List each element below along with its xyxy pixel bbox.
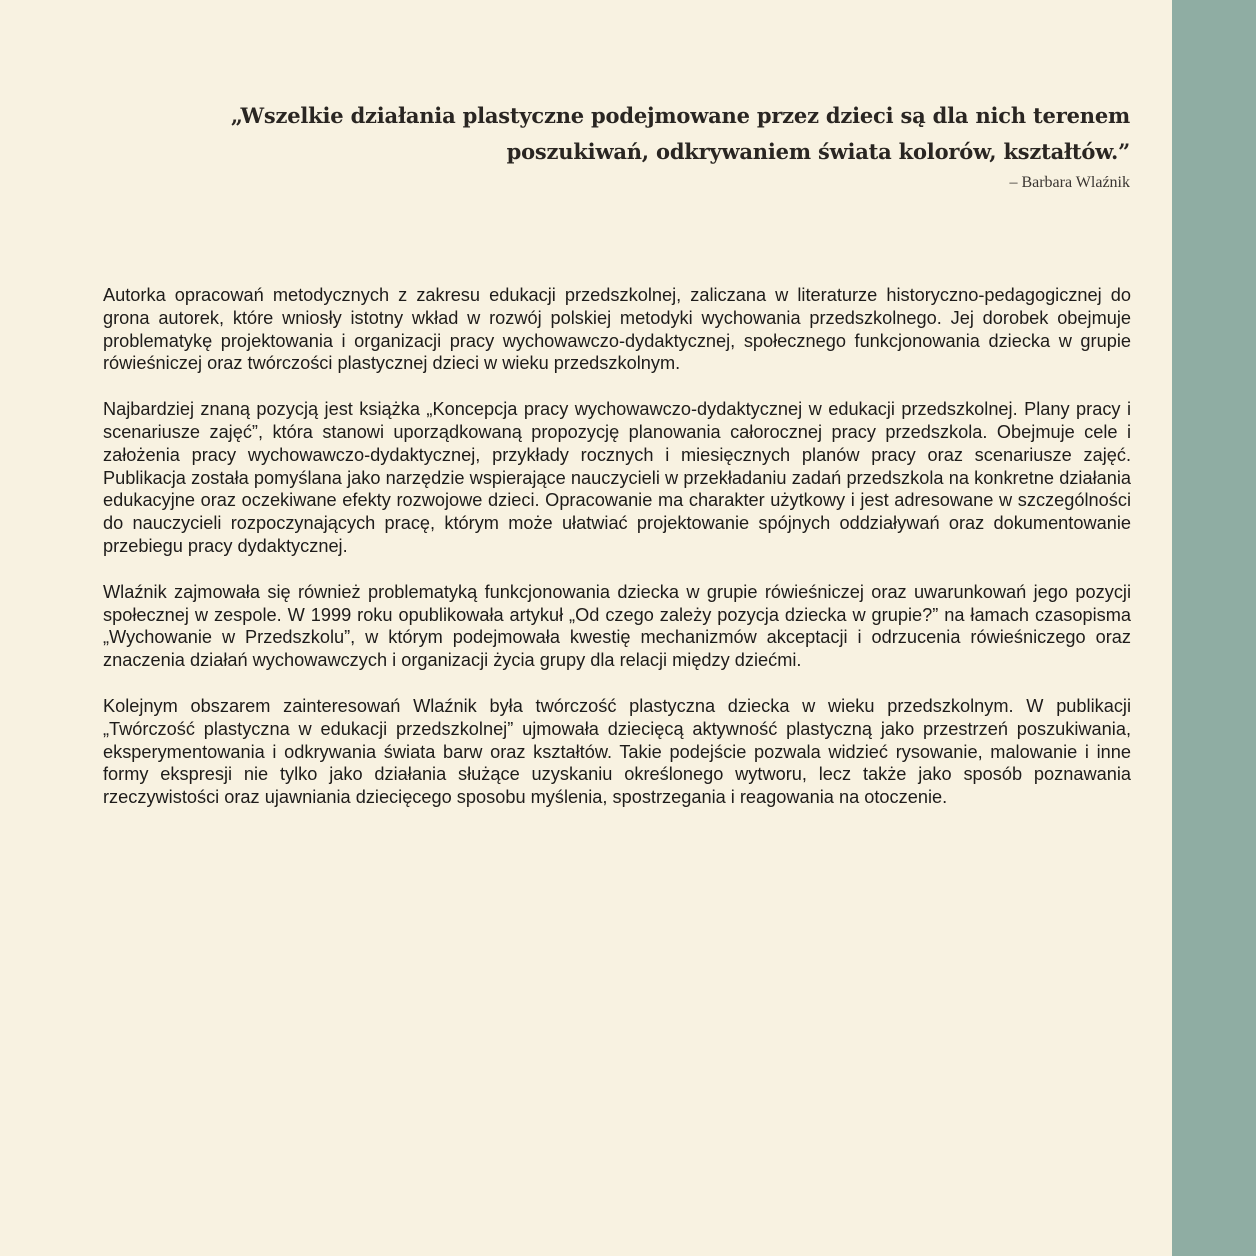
epigraph [150, 98, 1130, 192]
biography-text [103, 284, 1131, 832]
paragraph-peer-group: Wlaźnik zajmowała się również problematyką funkcjonowania dziecka w grupie rówieśniczej oraz uwarunkowań jego pozycji społecznej w zespole. W 1999 roku opublikowała artykuł „Od czego zależy pozycja dziecka w grupie?” na łamach czasopisma „Wychowanie w Przedszkolu”, w którym podejmowała kwestię mechanizmów akceptacji i odrzucenia rówieśniczego oraz znaczenia działań wychowawczych i organizacji życia grupy dla relacji między dziećmi. [103, 581, 1131, 671]
paragraph-art: Kolejnym obszarem zainteresowań Wlaźnik była twórczość plastyczna dziecka w wieku przedszkolnym. W publikacji „Twórczość plastyczna w edukacji przedszkolnej” ujmowała dziecięcą aktywność plastyczną jako przestrzeń poszukiwania, eksperymentowania i odkrywania świata barw oraz kształtów. Takie podejście pozwala widzieć rysowanie, malowanie i inne formy ekspresji nie tylko jako działania służące uzyskaniu określonego wytworu, lecz także jako sposób poznawania rzeczywistości oraz ujawniania dziecięcego sposobu myślenia, spostrzegania i reagowania na otoczenie. [103, 695, 1131, 808]
epigraph-quote: „Wszelkie działania plastyczne podejmowane przez dzieci są dla nich terenem poszukiwań, odkrywaniem świata kolorów, kształtów.” [230, 103, 1130, 164]
paragraph-intro: Autorka opracowań metodycznych z zakresu edukacji przedszkolnej, zaliczana w literaturze historyczno-pedagogicznej do grona autorek, które wniosły istotny wkład w rozwój polskiej metodyki wychowania przedszkolnego. Jej dorobek obejmuje problematykę projektowania i organizacji pracy wychowawczo-dydaktycznej, społecznego funkcjonowania dziecka w grupie rówieśniczej oraz twórczości plastycznej dzieci w wieku przedszkolnym. [103, 285, 1131, 374]
epigraph-author: – Barbara Wlaźnik [1009, 174, 1130, 191]
decorative-side-band [1172, 0, 1256, 1256]
paragraph-book: Najbardziej znaną pozycją jest książka „Koncepcja pracy wychowawczo-dydaktycznej w edukacji przedszkolnej. Plany pracy i scenariusze zajęć”, która stanowi uporządkowaną propozycję planowania całorocznej pracy przedszkola. Obejmuje cele i założenia pracy wychowawczo-dydaktycznej, przykłady rocznych i miesięcznych planów pracy oraz scenariusze zajęć. Publikacja została pomyślana jako narzędzie wspierające nauczycieli w przekładaniu zadań przedszkola na konkretne działania edukacyjne oraz oczekiwane efekty rozwojowe dzieci. Opracowanie ma charakter użytkowy i jest adresowane w szczególności do nauczycieli rozpoczynających pracę, którym może ułatwiać projektowanie spójnych oddziaływań oraz dokumentowanie przebiegu pracy dydaktycznej. [103, 399, 1131, 556]
